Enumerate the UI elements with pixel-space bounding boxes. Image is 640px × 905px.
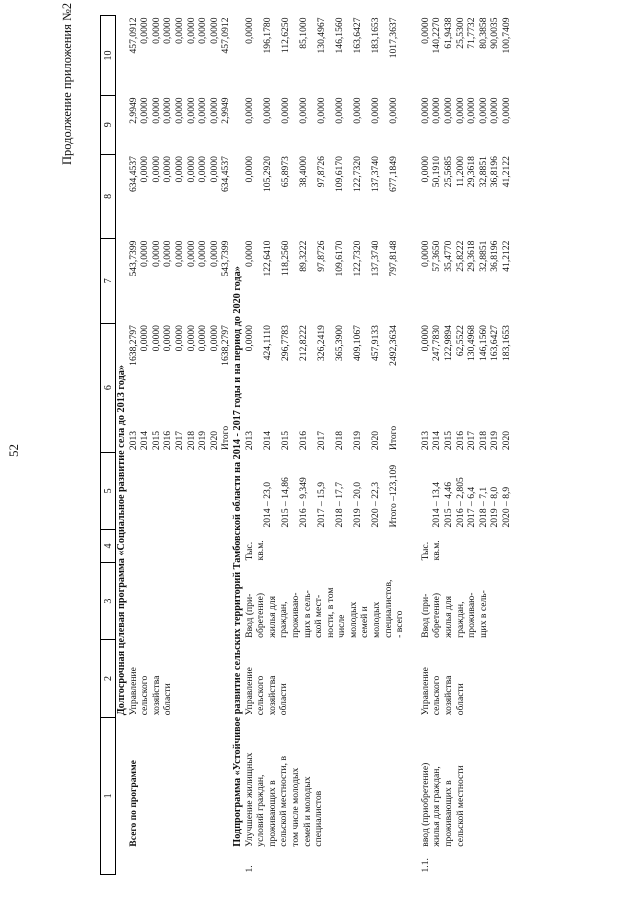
year-cell: 2018	[333, 430, 345, 451]
amount-c10: 457,0912	[127, 17, 139, 54]
measure-name: ввод (приобретение) жилья для граждан, проживающих в сельской местности	[419, 762, 466, 847]
amount-c10: 61,9438	[443, 17, 455, 49]
amount-c7: 29,3618	[466, 240, 478, 272]
indicator-cell: Ввод (при- обретение) жилья для граждан, проживаю- щих в сель- ской мест- ности, в том числе молодых семей и молодых специалистов, - всего	[243, 579, 406, 638]
amount-c6: 247,7830	[431, 325, 443, 362]
amount-c9: 0,0000	[162, 97, 174, 124]
executor-cell: Управление сельского хозяйства области	[243, 667, 290, 716]
appendix-continuation-header: Продолжение приложения №2	[60, 2, 74, 165]
target-value: 2014 – 23,0	[261, 481, 273, 528]
amount-c8: 29,3618	[466, 156, 478, 188]
year-cell: 2014	[261, 430, 273, 451]
amount-c8: 137,3740	[369, 156, 381, 193]
col-number-9: 9	[101, 95, 116, 154]
amount-c6: 163,6427	[489, 325, 501, 362]
target-value: 2018 – 7,1	[477, 486, 489, 528]
amount-c8: 0,0000	[208, 156, 220, 183]
amount-c7: 0,0000	[173, 240, 185, 267]
amount-c6: 0,0000	[208, 325, 220, 352]
amount-c7: 118,2560	[279, 240, 291, 277]
year-cell: 2017	[466, 430, 478, 451]
amount-c9: 0,0000	[261, 97, 273, 124]
amount-c7: 122,6410	[261, 240, 273, 277]
year-cell: 2015	[443, 430, 455, 451]
unit-cell: Тыс. кв.м.	[243, 540, 267, 561]
amount-c6: 409,1067	[351, 325, 363, 362]
year-cell: 2013	[243, 430, 255, 451]
col-number-6: 6	[101, 323, 116, 452]
amount-c6: 0,0000	[150, 325, 162, 352]
amount-c10: 0,0000	[243, 17, 255, 44]
indicator-cell: Ввод (при- обретение) жилья для граждан, проживаю- щих в сель-	[419, 590, 489, 638]
amount-c6: 0,0000	[419, 325, 431, 352]
amount-c6: 62,5522	[454, 325, 466, 357]
amount-c7: 0,0000	[208, 240, 220, 267]
table-row	[420, 16, 432, 875]
target-value: 2015 – 14,86	[279, 477, 291, 528]
amount-c6: 457,9133	[369, 325, 381, 362]
amount-c7: 0,0000	[185, 240, 197, 267]
target-value	[244, 452, 262, 529]
amount-c9: 2,9949	[127, 97, 139, 124]
target-value: 2016 – 9,349	[297, 477, 309, 528]
year-cell: 2017	[315, 430, 327, 451]
target-value: 2018 – 17,7	[333, 481, 345, 528]
amount-c8: 634,4537	[220, 156, 232, 193]
amount-c8: 0,0000	[185, 156, 197, 183]
amount-c10: 0,0000	[197, 17, 209, 44]
amount-c10: 0,0000	[139, 17, 151, 44]
amount-c10: 71,7732	[466, 17, 478, 49]
year-cell: 2016	[297, 430, 309, 451]
amount-c7: 543,7399	[127, 240, 139, 277]
year-cell: 2019	[489, 430, 501, 451]
amount-c10: 25,5300	[454, 17, 466, 49]
target-value	[209, 452, 221, 529]
amount-c8: 0,0000	[197, 156, 209, 183]
table-row	[244, 16, 262, 875]
target-value	[197, 452, 209, 529]
year-cell: 2020	[369, 430, 381, 451]
amount-c10: 112,6250	[279, 17, 291, 54]
target-value: 2014 – 13,4	[431, 481, 443, 528]
target-value	[162, 452, 174, 529]
amount-c8: 634,4537	[127, 156, 139, 193]
row-number: 1.	[243, 865, 255, 873]
amount-c8: 41,2122	[501, 156, 512, 188]
amount-c10: 0,0000	[162, 17, 174, 44]
section-item-1-1	[420, 16, 513, 875]
amount-c8: 0,0000	[243, 156, 255, 183]
amount-c8: 50,1910	[431, 156, 443, 188]
year-cell: 2016	[162, 430, 174, 451]
amount-c10: 1017,3637	[387, 17, 399, 59]
amount-c10: 140,2270	[431, 17, 443, 54]
amount-c9: 0,0000	[431, 97, 443, 124]
amount-c7: 0,0000	[243, 240, 255, 267]
page-number: 52	[6, 444, 21, 457]
amount-c9: 0,0000	[489, 97, 501, 124]
target-value: 2020 – 8,9	[501, 486, 512, 528]
amount-c9: 0,0000	[351, 97, 363, 124]
executor-cell: Управление сельского хозяйства области	[127, 667, 174, 716]
year-cell: 2018	[185, 430, 197, 451]
amount-c6: 212,8222	[297, 325, 309, 362]
amount-c8: 65,8973	[279, 156, 291, 188]
amount-c7: 109,6170	[333, 240, 345, 277]
col-number-7: 7	[101, 239, 116, 323]
target-value: 2020 – 22,3	[369, 481, 381, 528]
amount-c10: 0,0000	[150, 17, 162, 44]
amount-c8: 32,8851	[477, 156, 489, 188]
amount-c9: 0,0000	[333, 97, 345, 124]
section-title-program: Долгосрочная целевая программа «Социальное развитие села до 2013 года»	[116, 365, 127, 716]
amount-c6: 424,1110	[261, 325, 273, 361]
amount-c7: 122,7320	[351, 240, 363, 277]
year-cell: 2015	[150, 430, 162, 451]
amount-c6: 0,0000	[139, 325, 151, 352]
amount-c9: 0,0000	[419, 97, 431, 124]
amount-c10: 457,0912	[220, 17, 232, 54]
amount-c9: 0,0000	[443, 97, 455, 124]
target-value	[174, 452, 186, 529]
amount-c8: 11,2000	[454, 156, 466, 187]
amount-c7: 41,2122	[501, 240, 512, 272]
amount-c8: 0,0000	[139, 156, 151, 183]
amount-c7: 543,7399	[220, 240, 232, 277]
amount-c9: 0,0000	[279, 97, 291, 124]
amount-c10: 85,1000	[297, 17, 309, 49]
amount-c10: 0,0000	[173, 17, 185, 44]
amount-c6: 146,1560	[477, 325, 489, 362]
amount-c8: 0,0000	[173, 156, 185, 183]
year-cell: 2019	[351, 430, 363, 451]
amount-c9: 0,0000	[197, 97, 209, 124]
amount-c9: 0,0000	[466, 97, 478, 124]
col-number-3: 3	[101, 562, 116, 639]
amount-c7: 0,0000	[197, 240, 209, 267]
year-cell: 2020	[208, 430, 220, 451]
col-number-4: 4	[101, 530, 116, 563]
table-row	[128, 16, 140, 875]
amount-c10: 146,1560	[333, 17, 345, 54]
year-cell: 2019	[197, 430, 209, 451]
amount-c9: 0,0000	[139, 97, 151, 124]
year-cell: Итого	[220, 425, 232, 451]
amount-c6: 183,1653	[501, 325, 512, 362]
amount-c9: 0,0000	[150, 97, 162, 124]
col-number-2: 2	[101, 640, 116, 717]
amount-c9: 2,9949	[220, 97, 232, 124]
amount-c10: 196,1780	[261, 17, 273, 54]
amount-c10: 0,0000	[185, 17, 197, 44]
amount-c6: 0,0000	[243, 325, 255, 352]
col-number-5: 5	[101, 452, 116, 529]
target-value: 2017 – 6,4	[466, 486, 478, 528]
amount-c6: 0,0000	[162, 325, 174, 352]
year-cell: 2013	[419, 430, 431, 451]
measure-name: Всего по программе	[127, 760, 139, 847]
year-cell: 2018	[477, 430, 489, 451]
amount-c8: 97,8726	[315, 156, 327, 188]
amount-c8: 36,8196	[489, 156, 501, 188]
target-value: Итого –123,109	[387, 464, 399, 528]
amount-c6: 2492,3634	[387, 325, 399, 366]
amount-c8: 677,1849	[387, 156, 399, 193]
amount-c7: 36,8196	[489, 240, 501, 272]
amount-c9: 0,0000	[185, 97, 197, 124]
amount-c10: 130,4967	[315, 17, 327, 54]
amount-c7: 32,8851	[477, 240, 489, 272]
target-value: 2015 – 4,46	[443, 481, 455, 528]
amount-c9: 0,0000	[208, 97, 220, 124]
section-total-program	[128, 16, 232, 875]
amount-c8: 0,0000	[162, 156, 174, 183]
amount-c7: 0,0000	[139, 240, 151, 267]
amount-c10: 163,6427	[351, 17, 363, 54]
col-number-10: 10	[101, 16, 116, 96]
target-value	[420, 452, 432, 529]
amount-c8: 109,6170	[333, 156, 345, 193]
amount-c8: 0,0000	[150, 156, 162, 183]
target-value: 2016 – 2,805	[454, 477, 466, 528]
measure-name: Улучшение жилищных условий граждан, проживающих в сельской местности, в том числе молодых семей и молодых специалистов	[243, 752, 325, 847]
amount-c7: 0,0000	[150, 240, 162, 267]
amount-c10: 90,0035	[489, 17, 501, 49]
target-value	[220, 452, 232, 529]
section-item-1	[244, 16, 406, 875]
amount-c7: 97,8726	[315, 240, 327, 272]
row-number: 1.1.	[419, 858, 431, 873]
amount-c7: 0,0000	[419, 240, 431, 267]
section-title-subprogram: Подпрограмма «Устойчивое развитие сельских территорий Тамбовской области на 2014 - 2017 годы и на период до 2020 года»	[231, 266, 243, 847]
amount-c10: 80,3858	[477, 17, 489, 49]
col-number-1: 1	[101, 717, 116, 874]
amount-c6: 296,7783	[279, 325, 291, 362]
amount-c8: 0,0000	[419, 156, 431, 183]
amount-c7: 35,4770	[443, 240, 455, 272]
amount-c6: 0,0000	[173, 325, 185, 352]
target-value	[128, 452, 140, 529]
amount-c10: 100,7409	[501, 17, 512, 54]
amount-c9: 0,0000	[477, 97, 489, 124]
amount-c6: 1638,2797	[127, 325, 139, 366]
amount-c6: 122,9894	[443, 325, 455, 362]
year-cell: 2014	[139, 430, 151, 451]
amount-c8: 105,2920	[261, 156, 273, 193]
amount-c9: 0,0000	[387, 97, 399, 124]
program-financing-table	[100, 15, 513, 875]
amount-c6: 365,3900	[333, 325, 345, 362]
target-value: 2019 – 20,0	[351, 481, 363, 528]
amount-c10: 0,0000	[208, 17, 220, 44]
column-number-row	[101, 16, 116, 875]
amount-c7: 89,3222	[297, 240, 309, 272]
amount-c9: 0,0000	[173, 97, 185, 124]
amount-c7: 797,8148	[387, 240, 399, 277]
amount-c7: 57,3650	[431, 240, 443, 272]
amount-c9: 0,0000	[454, 97, 466, 124]
amount-c8: 38,4000	[297, 156, 309, 188]
year-cell: 2014	[431, 430, 443, 451]
amount-c9: 0,0000	[501, 97, 512, 124]
amount-c6: 0,0000	[197, 325, 209, 352]
target-value: 2017 – 15,9	[315, 481, 327, 528]
amount-c9: 0,0000	[315, 97, 327, 124]
amount-c7: 25,8222	[454, 240, 466, 272]
amount-c6: 0,0000	[185, 325, 197, 352]
amount-c6: 326,2419	[315, 325, 327, 362]
amount-c10: 183,1653	[369, 17, 381, 54]
amount-c9: 0,0000	[243, 97, 255, 124]
unit-cell: Тыс. кв.м.	[419, 540, 443, 561]
amount-c6: 1638,2797	[220, 325, 232, 366]
col-number-8: 8	[101, 154, 116, 238]
year-cell: 2020	[501, 430, 512, 451]
amount-c8: 122,7320	[351, 156, 363, 193]
target-value	[139, 452, 151, 529]
target-value	[151, 452, 163, 529]
year-cell: Итого	[387, 425, 399, 451]
year-cell: 2013	[127, 430, 139, 451]
year-cell: 2017	[173, 430, 185, 451]
amount-c7: 137,3740	[369, 240, 381, 277]
year-cell: 2015	[279, 430, 291, 451]
year-cell: 2016	[454, 430, 466, 451]
amount-c9: 0,0000	[297, 97, 309, 124]
amount-c10: 0,0000	[419, 17, 431, 44]
executor-cell: Управление сельского хозяйства области	[419, 667, 466, 716]
target-value	[186, 452, 198, 529]
amount-c8: 25,5685	[443, 156, 455, 188]
amount-c7: 0,0000	[162, 240, 174, 267]
target-value: 2019 – 8,0	[489, 486, 501, 528]
amount-c6: 130,4968	[466, 325, 478, 362]
amount-c9: 0,0000	[369, 97, 381, 124]
